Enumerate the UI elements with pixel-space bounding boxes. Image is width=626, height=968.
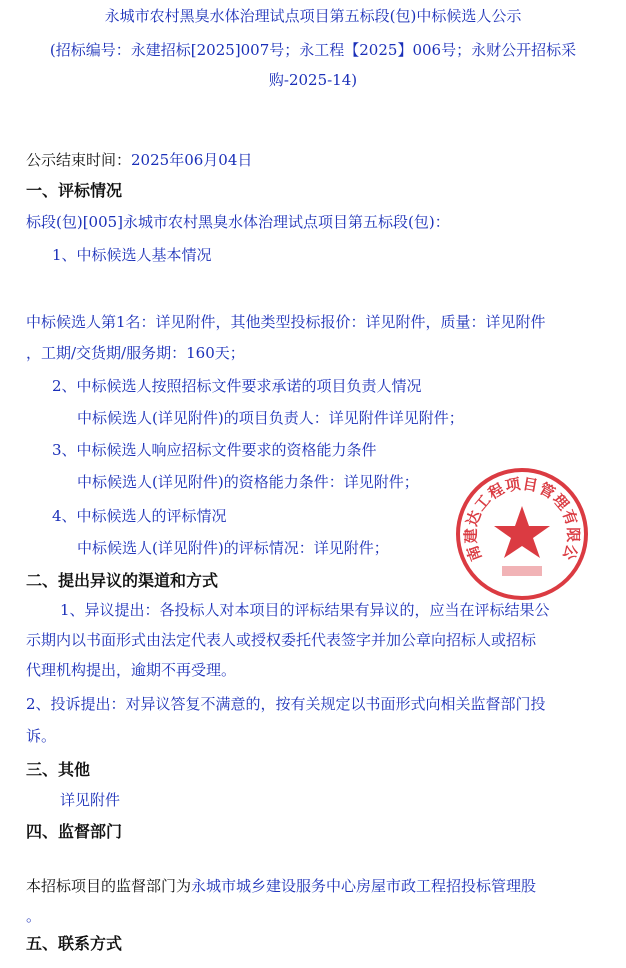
section-heading-contact: 五、联系方式 <box>26 934 123 953</box>
complaint-line1: 2、投诉提出：对异议答复不满意的，按有关规定以书面形式向相关监督部门投 <box>26 695 546 713</box>
item3-detail: 中标候选人(详见附件)的资格能力条件：详见附件； <box>77 473 419 491</box>
section-heading-evaluation: 一、评标情况 <box>26 181 123 200</box>
section-heading-objection: 二、提出异议的渠道和方式 <box>26 571 219 590</box>
objection-line3: 代理机构提出，逾期不再受理。 <box>26 661 237 679</box>
tender-number-line1: (招标编号：永建招标[2025]007号；永工程【2025】006号；永财公开招标采 <box>49 41 577 59</box>
candidate-info-line2: ，工期/交货期/服务期：160天； <box>26 344 245 362</box>
candidate-info-line1: 中标候选人第1名：详见附件，其他类型投标报价：详见附件，质量：详见附件 <box>26 313 546 331</box>
item4-detail: 中标候选人(详见附件)的评标情况：详见附件； <box>77 539 389 557</box>
svg-text:河南建达工程项目管理有限公司 <box>454 466 582 563</box>
item2-title: 2、中标候选人按照招标文件要求承诺的项目负责人情况 <box>52 377 422 395</box>
supervision-department: 永城市城乡建设服务中心房屋市政工程招投标管理股 <box>191 877 537 895</box>
end-time-value: 2025年06月04日 <box>131 151 253 169</box>
objection-line2: 示期内以书面形式由法定代表人或授权委托代表签字并加公章向招标人或招标 <box>26 631 537 649</box>
item2-detail: 中标候选人(详见附件)的项目负责人：详见附件详见附件； <box>77 409 464 427</box>
document-title: 永城市农村黑臭水体治理试点项目第五标段(包)中标候选人公示 <box>104 7 522 25</box>
seal-text: 南建达工程项目管理有限公 <box>461 474 583 564</box>
supervision-end: 。 <box>26 907 42 925</box>
supervision-prefix: 本招标项目的监督部门为 <box>26 877 192 895</box>
company-seal <box>454 466 590 602</box>
end-time-label: 公示结束时间： <box>26 151 132 169</box>
item4-title: 4、中标候选人的评标情况 <box>52 507 227 525</box>
section-heading-other: 三、其他 <box>26 760 91 779</box>
tender-number-line2: 购-2025-14) <box>268 71 358 89</box>
section-heading-supervision: 四、监督部门 <box>26 822 123 841</box>
item1-title: 1、中标候选人基本情况 <box>52 246 212 264</box>
seal-star-icon <box>494 506 550 558</box>
complaint-line2: 诉。 <box>26 727 57 745</box>
announcement-end-time <box>26 150 252 170</box>
other-text: 详见附件 <box>60 791 121 809</box>
package-line: 标段(包)[005]永城市农村黑臭水体治理试点项目第五标段(包)： <box>26 213 450 231</box>
objection-line1: 1、异议提出：各投标人对本项目的评标结果有异议的，应当在评标结果公 <box>60 601 550 619</box>
item3-title: 3、中标候选人响应招标文件要求的资格能力条件 <box>52 441 377 459</box>
seal-stamp-icon <box>454 466 590 602</box>
supervision-text <box>26 876 536 896</box>
